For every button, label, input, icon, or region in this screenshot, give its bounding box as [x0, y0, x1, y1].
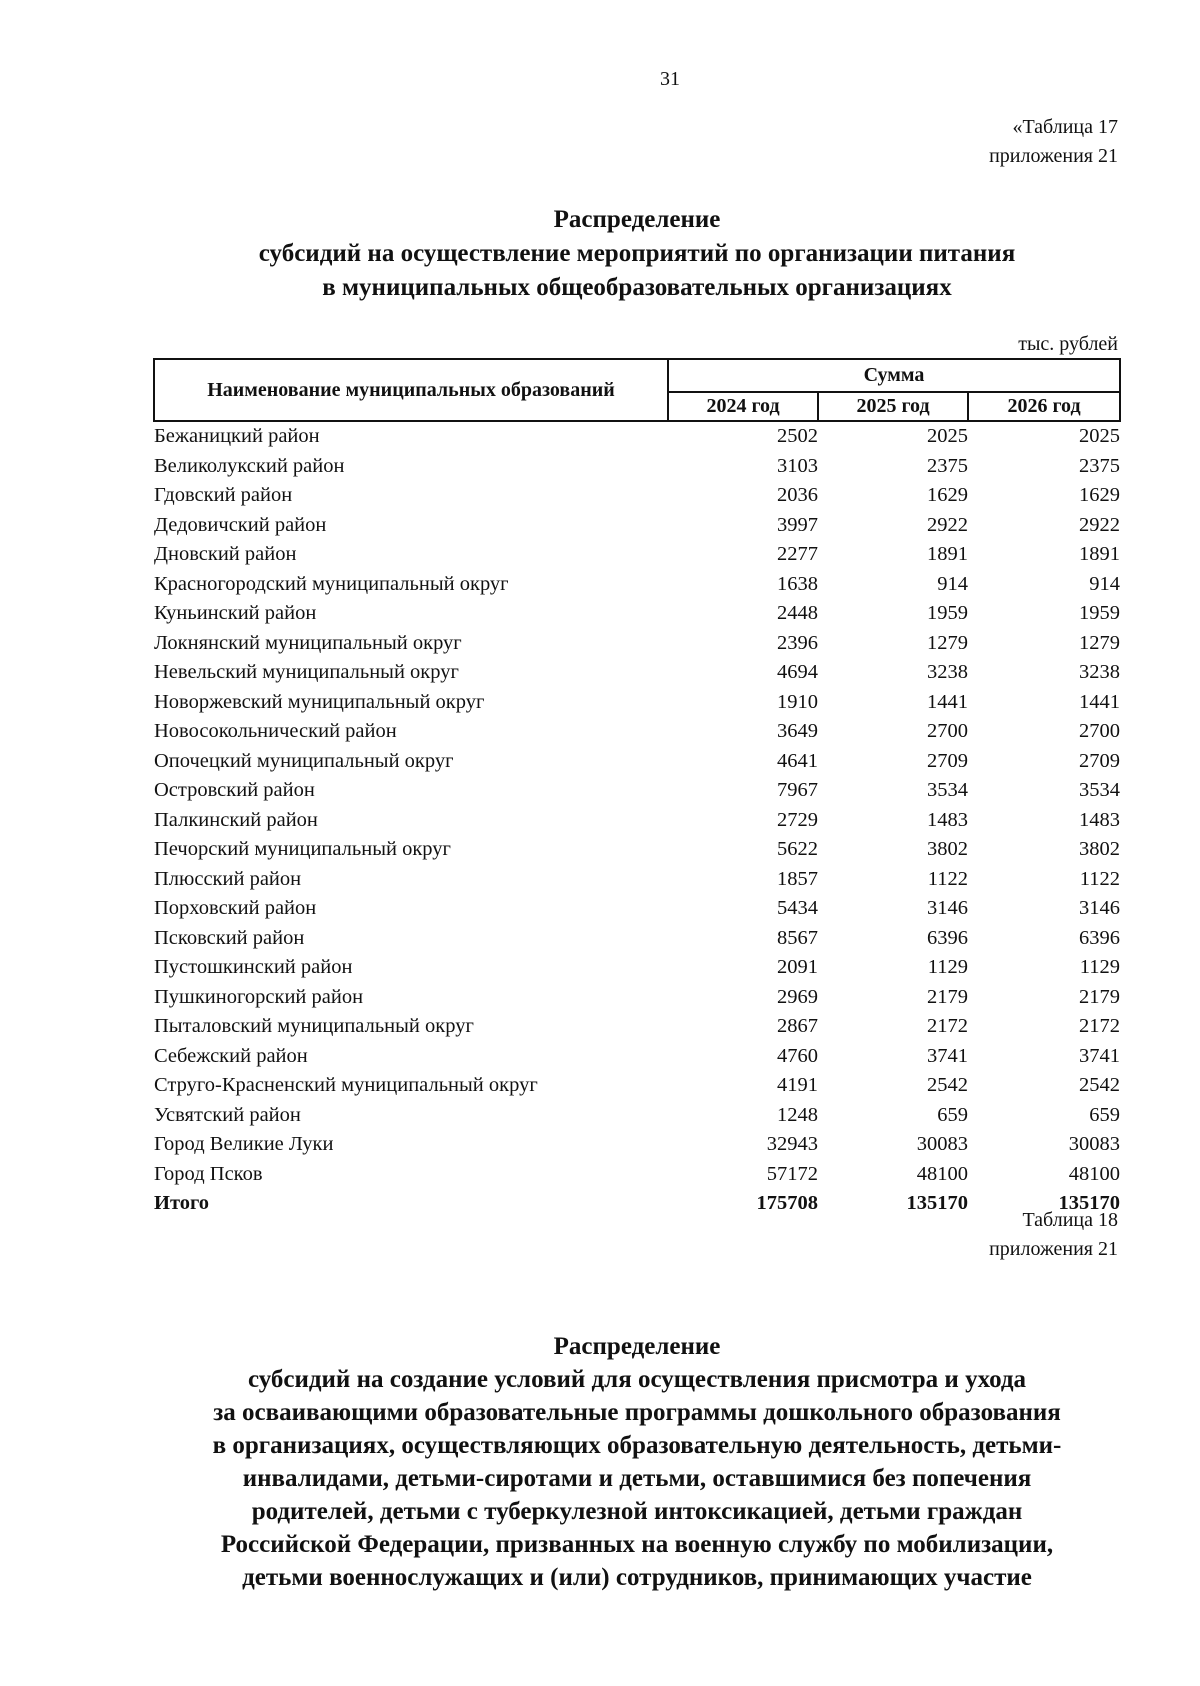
- value-2026: 3238: [1079, 661, 1121, 683]
- value-2025: 3741: [927, 1044, 968, 1067]
- value-2025: 3534: [927, 779, 968, 801]
- value-2026: 1483: [1079, 808, 1121, 831]
- value-2024: 3103: [777, 454, 818, 477]
- value-2026: 6396: [1079, 926, 1121, 949]
- table-18-subtitle-line-5: родителей, детьми с туберкулезной интоксикацией, детьми граждан: [251, 1498, 1023, 1525]
- municipality-name: Себежский район: [154, 1044, 308, 1067]
- value-2024: 32943: [766, 1133, 818, 1155]
- municipality-name: Пушкиногорский район: [154, 985, 364, 1008]
- municipality-name: Усвятский район: [154, 1103, 301, 1126]
- table-row: [154, 1012, 1120, 1042]
- municipality-name: Новосокольнический район: [154, 720, 397, 742]
- value-2024: 2091: [777, 956, 818, 978]
- table-17-subtitle-line-2: в муниципальных общеобразовательных организациях: [322, 274, 952, 301]
- value-2024: 2969: [777, 985, 818, 1008]
- value-2025: 3802: [927, 838, 968, 860]
- value-2026: 48100: [1068, 1162, 1121, 1185]
- value-2024: 1857: [777, 867, 818, 890]
- table-18-subtitle-line-1: субсидий на создание условий для осуществления присмотра и ухода: [247, 1366, 1027, 1393]
- table-row: [154, 1042, 1120, 1072]
- municipality-name: Островский район: [154, 779, 315, 801]
- total-2024: 175708: [756, 1192, 818, 1214]
- value-2024: 4641: [777, 749, 818, 772]
- value-2026: 1629: [1079, 484, 1121, 506]
- value-2026: 3146: [1079, 897, 1121, 919]
- value-2024: 1910: [777, 690, 818, 713]
- table-body: [154, 421, 1120, 1219]
- value-2025: 2700: [927, 720, 968, 742]
- table-row: [154, 452, 1120, 482]
- table-18-reference-line-1: Таблица 18: [1022, 1209, 1118, 1231]
- table-row: [154, 511, 1120, 541]
- municipality-name: Новоржевский муниципальный округ: [154, 690, 485, 713]
- value-2025: 6396: [927, 926, 968, 949]
- value-2024: 4191: [777, 1074, 818, 1096]
- municipality-name: Куньинский район: [154, 602, 317, 624]
- value-2025: 2172: [927, 1015, 968, 1037]
- value-2025: 2025: [927, 425, 968, 447]
- municipality-name: Гдовский район: [154, 484, 293, 506]
- value-2026: 3534: [1079, 779, 1121, 801]
- value-2024: 2502: [777, 425, 818, 447]
- table-18-heading: [120, 1330, 1154, 1594]
- municipality-name: Красногородский муниципальный округ: [154, 572, 509, 595]
- page-number: 31: [660, 68, 680, 90]
- value-2024: 8567: [777, 926, 818, 949]
- table-17-reference-line-2: приложения 21: [989, 145, 1118, 167]
- value-2026: 2375: [1079, 454, 1121, 477]
- value-2026: 2700: [1079, 720, 1121, 742]
- table-row: [154, 1101, 1120, 1131]
- value-2024: 2729: [777, 808, 818, 831]
- value-2025: 1629: [927, 484, 968, 506]
- value-2024: 5434: [777, 897, 818, 919]
- value-2026: 3802: [1079, 838, 1121, 860]
- table-18-subtitle-line-2: за осваивающими образовательные программы дошкольного образования: [213, 1399, 1061, 1426]
- table-row: [154, 688, 1120, 718]
- value-2026: 1279: [1079, 631, 1121, 654]
- table-17-heading: [120, 203, 1154, 305]
- value-2025: 2709: [927, 749, 968, 772]
- value-2025: 1959: [927, 602, 968, 624]
- table-18-reference-line-2: приложения 21: [989, 1238, 1118, 1260]
- value-2026: 3741: [1079, 1044, 1121, 1067]
- municipality-name: Палкинский район: [154, 808, 318, 831]
- value-2025: 1891: [927, 543, 968, 565]
- value-2025: 2375: [927, 454, 968, 477]
- table-row: [154, 717, 1120, 747]
- value-2025: 2542: [927, 1074, 968, 1096]
- value-2025: 1279: [927, 631, 968, 654]
- total-2026: 135170: [1058, 1192, 1121, 1214]
- value-2026: 1891: [1079, 543, 1121, 565]
- table-18-subtitle-line-6: Российской Федерации, призванных на военную службу по мобилизации,: [220, 1531, 1054, 1558]
- table-row: [154, 953, 1120, 983]
- table-18-subtitle-line-7: детьми военнослужащих и (или) сотрудников, принимающих участие: [242, 1564, 1032, 1591]
- municipality-name: Псковский район: [154, 926, 305, 949]
- municipality-name: Печорский муниципальный округ: [154, 838, 451, 860]
- subsidy-table-wrapper: [153, 358, 1119, 1219]
- municipality-name: Дновский район: [154, 543, 297, 565]
- value-2025: 1441: [927, 690, 968, 713]
- table-row: [154, 1071, 1120, 1101]
- municipality-name: Плюсский район: [154, 867, 302, 890]
- table-row: [154, 865, 1120, 895]
- value-2024: 2277: [777, 543, 818, 565]
- municipality-name: Невельский муниципальный округ: [154, 661, 459, 683]
- value-2025: 48100: [916, 1162, 968, 1185]
- municipality-name: Дедовичский район: [154, 513, 327, 536]
- value-2026: 1441: [1079, 690, 1121, 713]
- total-2025: 135170: [906, 1192, 968, 1214]
- table-row: [154, 894, 1120, 924]
- table-header: [154, 359, 1120, 421]
- value-2025: 1122: [927, 867, 968, 890]
- value-2025: 1129: [927, 956, 968, 978]
- value-2026: 2542: [1079, 1074, 1121, 1096]
- municipality-name: Струго-Красненский муниципальный округ: [154, 1074, 538, 1096]
- table-row: [154, 983, 1120, 1013]
- value-2024: 2036: [777, 484, 818, 506]
- value-2025: 30083: [916, 1133, 968, 1155]
- value-2026: 659: [1089, 1103, 1121, 1126]
- value-2024: 2448: [777, 602, 818, 624]
- value-2026: 1122: [1079, 867, 1121, 890]
- table-row: [154, 747, 1120, 777]
- municipality-name: Локнянский муниципальный округ: [154, 631, 462, 654]
- unit-label: тыс. рублей: [1018, 333, 1118, 355]
- municipality-name: Великолукский район: [154, 454, 345, 477]
- table-17-subtitle-line-1: субсидий на осуществление мероприятий по организации питания: [258, 240, 1016, 267]
- value-2026: 2025: [1079, 425, 1121, 447]
- column-header-2024: 2024 год: [668, 392, 818, 421]
- column-header-2026: 2026 год: [968, 392, 1120, 421]
- value-2026: 2179: [1079, 985, 1121, 1008]
- value-2025: 3146: [927, 897, 968, 919]
- municipality-name: Город Псков: [154, 1162, 263, 1185]
- value-2024: 4694: [777, 661, 818, 683]
- table-row: [154, 806, 1120, 836]
- value-2026: 2922: [1079, 513, 1121, 536]
- table-18-title: Распределение: [553, 1333, 721, 1360]
- value-2025: 2179: [927, 985, 968, 1008]
- value-2026: 1959: [1079, 602, 1121, 624]
- column-header-2025: 2025 год: [818, 392, 968, 421]
- table-18-subtitle-line-3: в организациях, осуществляющих образовательную деятельность, детьми-: [212, 1432, 1062, 1459]
- table-18-subtitle-line-4: инвалидами, детьми-сиротами и детьми, оставшимися без попечения: [242, 1465, 1032, 1492]
- table-row: [154, 658, 1120, 688]
- value-2024: 57172: [766, 1162, 818, 1185]
- value-2024: 3997: [777, 513, 818, 536]
- subsidy-table: [153, 358, 1121, 1219]
- municipality-name: Опочецкий муниципальный округ: [154, 749, 454, 772]
- table-row: [154, 570, 1120, 600]
- table-17-reference: [989, 113, 1118, 171]
- table-row: [154, 629, 1120, 659]
- table-row: [154, 1130, 1120, 1160]
- municipality-name: Порховский район: [154, 897, 317, 919]
- table-18-reference: [989, 1206, 1118, 1264]
- table-row: [154, 540, 1120, 570]
- value-2026: 1129: [1079, 956, 1121, 978]
- value-2026: 30083: [1068, 1133, 1121, 1155]
- total-label: Итого: [154, 1192, 210, 1214]
- value-2025: 2922: [927, 513, 968, 536]
- municipality-name: Пустошкинский район: [154, 956, 353, 978]
- value-2025: 1483: [927, 808, 968, 831]
- table-17-reference-line-1: «Таблица 17: [1012, 116, 1118, 138]
- value-2026: 2709: [1079, 749, 1121, 772]
- municipality-name: Пыталовский муниципальный округ: [154, 1015, 474, 1037]
- table-17-title: Распределение: [553, 206, 721, 233]
- value-2024: 5622: [777, 838, 818, 860]
- table-row: [154, 481, 1120, 511]
- value-2024: 1248: [777, 1103, 818, 1126]
- table-row: [154, 835, 1120, 865]
- table-row: [154, 776, 1120, 806]
- value-2025: 914: [937, 572, 968, 595]
- municipality-name: Бежаницкий район: [154, 425, 320, 447]
- value-2026: 2172: [1079, 1015, 1121, 1037]
- table-row: [154, 1160, 1120, 1190]
- value-2024: 7967: [777, 779, 818, 801]
- value-2025: 659: [937, 1103, 968, 1126]
- value-2024: 2867: [777, 1015, 818, 1037]
- column-header-name: Наименование муниципальных образований: [154, 359, 668, 421]
- column-header-sum: Сумма: [668, 359, 1120, 392]
- value-2024: 2396: [777, 631, 818, 654]
- municipality-name: Город Великие Луки: [154, 1133, 334, 1155]
- value-2024: 4760: [777, 1044, 818, 1067]
- value-2024: 1638: [777, 572, 818, 595]
- total-row: [154, 1189, 1120, 1219]
- value-2024: 3649: [777, 720, 818, 742]
- value-2026: 914: [1089, 572, 1121, 595]
- table-row: [154, 924, 1120, 954]
- table-row: [154, 421, 1120, 452]
- value-2025: 3238: [927, 661, 968, 683]
- table-row: [154, 599, 1120, 629]
